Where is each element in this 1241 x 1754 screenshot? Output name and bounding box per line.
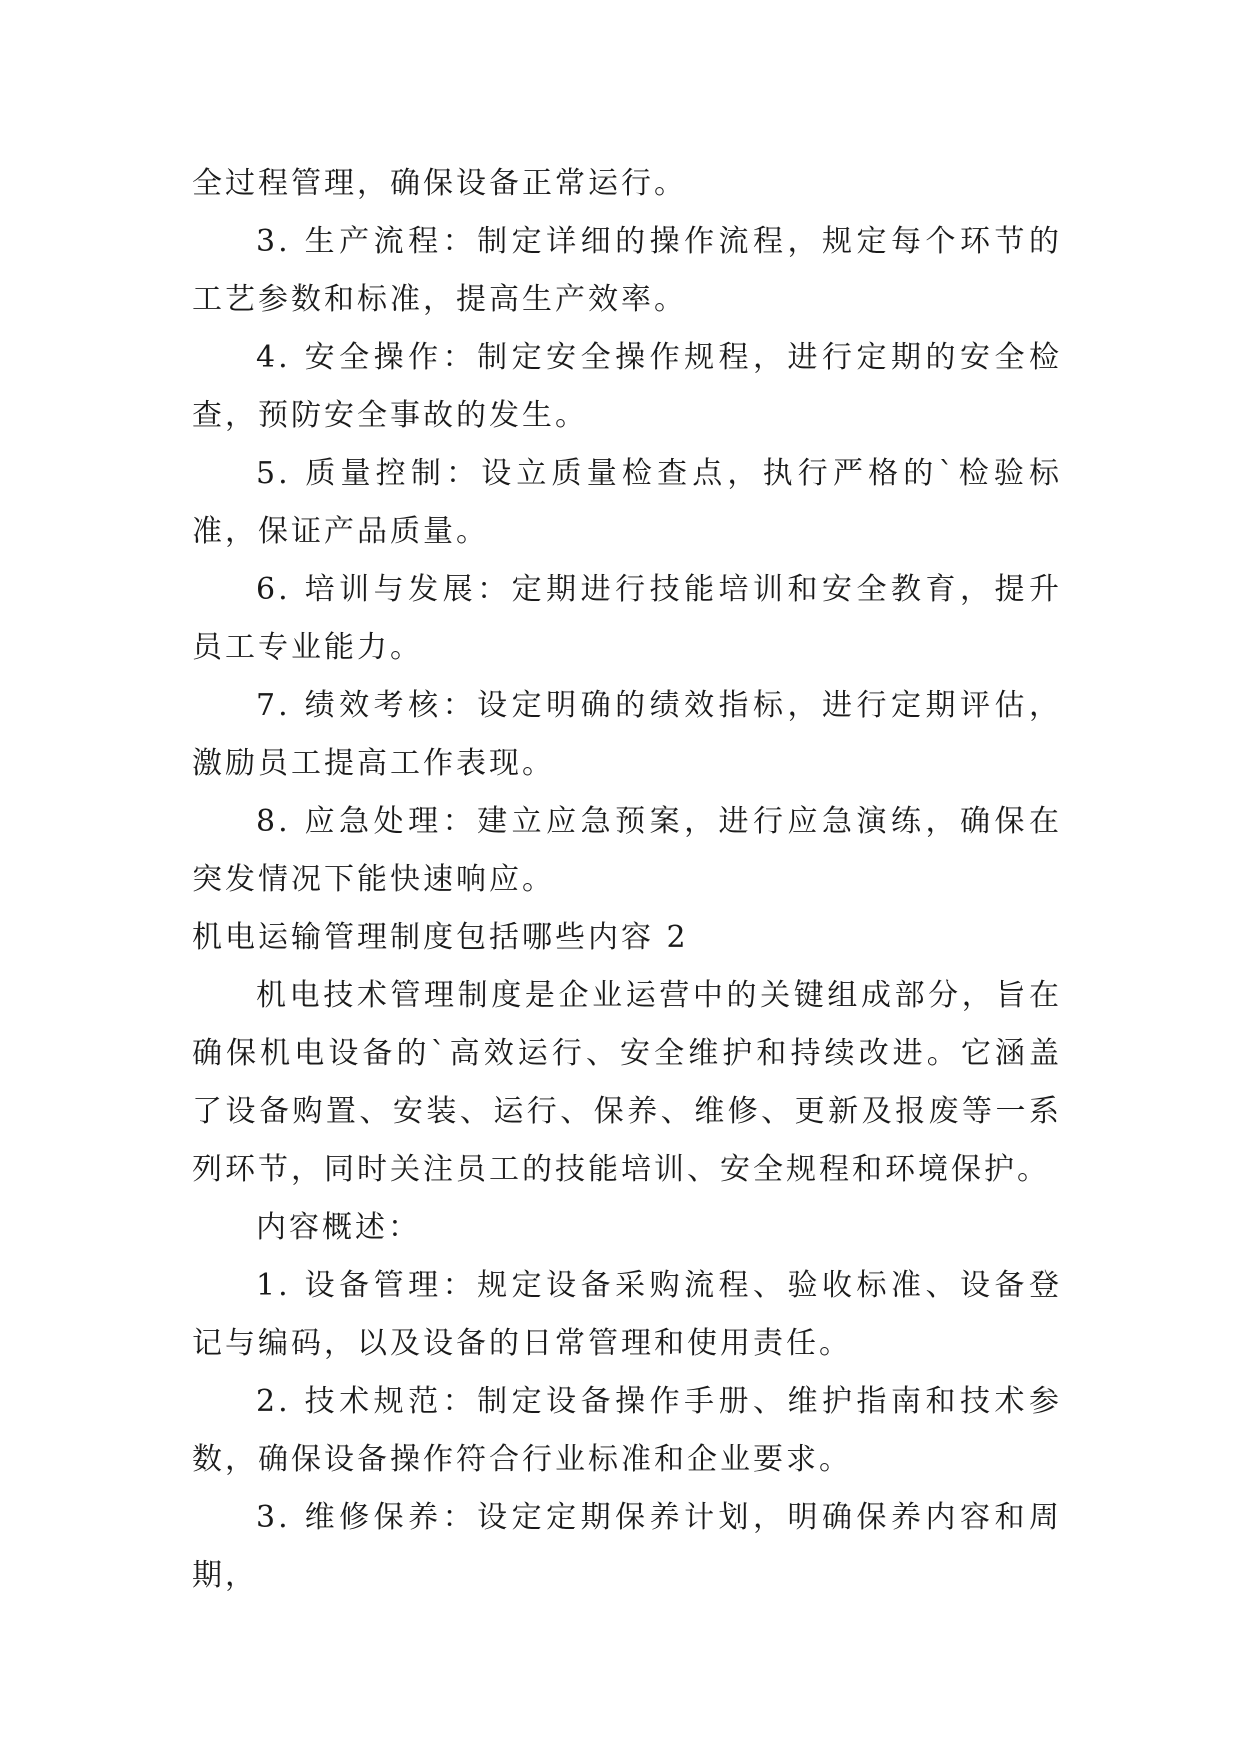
list-item-equipment-management: 1. 设备管理：规定设备采购流程、验收标准、设备登记与编码，以及设备的日常管理和使用责任。 (192, 1268, 1062, 1361)
list-item-safe-operation: 4. 安全操作：制定安全操作规程，进行定期的安全检查，预防安全事故的发生。 (192, 340, 1062, 433)
list-item-training: 6. 培训与发展：定期进行技能培训和安全教育，提升员工专业能力。 (192, 572, 1062, 665)
list-item-production-process: 3. 生产流程：制定详细的操作流程，规定每个环节的工艺参数和标准，提高生产效率。 (192, 224, 1062, 317)
paragraph-continuation: 全过程管理，确保设备正常运行。 (192, 166, 687, 201)
section-heading: 机电运输管理制度包括哪些内容 2 (192, 920, 689, 955)
list-item-quality-control: 5. 质量控制：设立质量检查点，执行严格的`检验标准，保证产品质量。 (192, 456, 1062, 549)
content-overview-label: 内容概述： (256, 1210, 421, 1245)
list-item-emergency: 8. 应急处理：建立应急预案，进行应急演练，确保在突发情况下能快速响应。 (192, 804, 1062, 897)
section-intro-paragraph: 机电技术管理制度是企业运营中的关键组成部分，旨在确保机电设备的`高效运行、安全维护和持续改进。它涵盖了设备购置、安装、运行、保养、维修、更新及报废等一系列环节，同时关注员工的技能培训、安全规程和环境保护。 (192, 978, 1062, 1187)
document-body (192, 155, 1062, 1605)
list-item-maintenance: 3. 维修保养：设定定期保养计划，明确保养内容和周期， (192, 1500, 1062, 1593)
list-item-technical-specs: 2. 技术规范：制定设备操作手册、维护指南和技术参数，确保设备操作符合行业标准和企业要求。 (192, 1384, 1062, 1477)
list-item-performance: 7. 绩效考核：设定明确的绩效指标，进行定期评估，激励员工提高工作表现。 (192, 688, 1062, 781)
